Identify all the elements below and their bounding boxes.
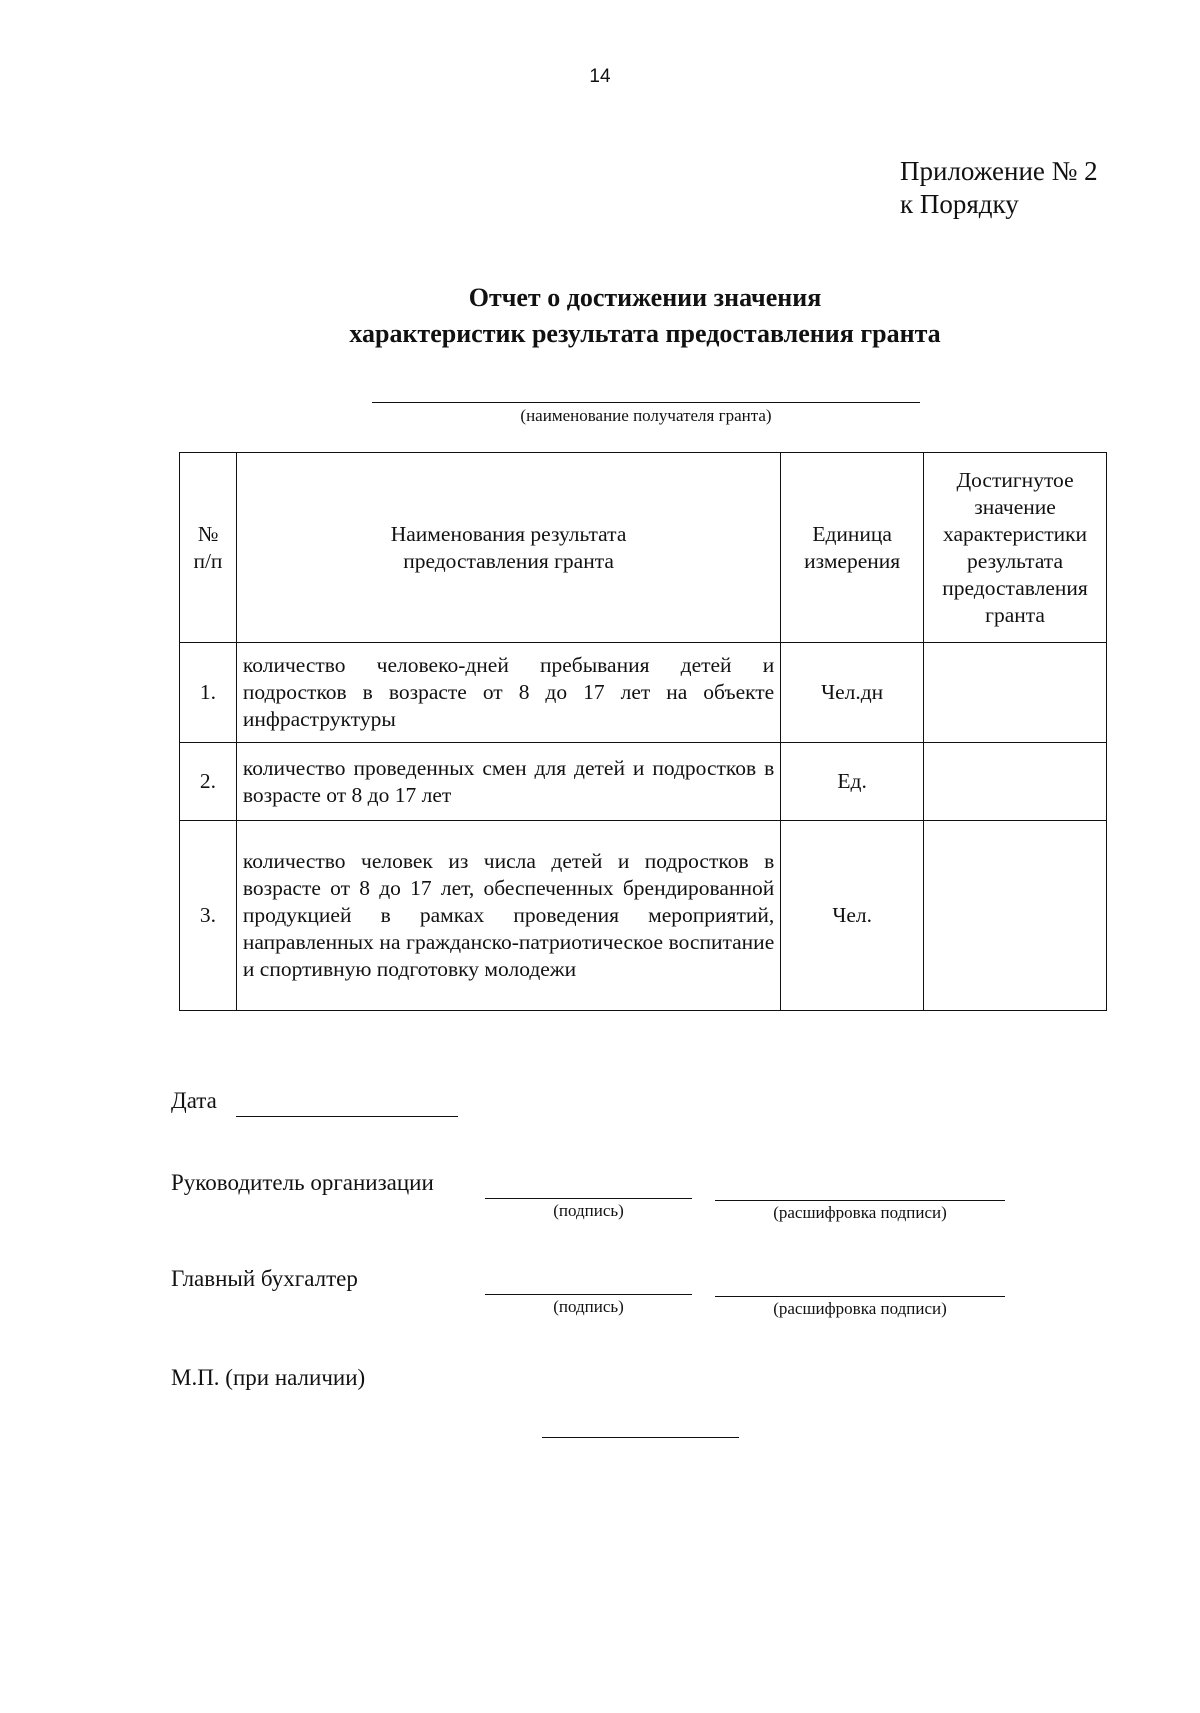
table-row <box>180 743 1107 821</box>
accountant-decoding-line[interactable] <box>715 1296 1005 1297</box>
appendix-line-2: к Порядку <box>900 189 1019 219</box>
row-unit: Чел.дн <box>781 643 924 743</box>
row-name: количество человек из числа детей и подростков в возрасте от 8 до 17 лет, обеспеченных брендированной продукцией в рамках проведения мероприятий, направленных на гражданско-патриотическое воспитание и спортивную подготовку молодежи <box>236 821 780 1011</box>
row-value[interactable] <box>924 821 1107 1011</box>
appendix-reference <box>900 155 1098 221</box>
document-title <box>0 280 1200 352</box>
row-value[interactable] <box>924 743 1107 821</box>
row-name: количество человеко-дней пребывания детей и подростков в возрасте от 8 до 17 лет на объекте инфраструктуры <box>236 643 780 743</box>
page-number: 14 <box>589 66 611 87</box>
title-line-2: характеристик результата предоставления гранта <box>349 319 941 348</box>
accountant-label: Главный бухгалтер <box>171 1266 358 1291</box>
recipient-name-line <box>372 402 920 403</box>
report-table <box>179 452 1107 1011</box>
table-row <box>180 643 1107 743</box>
row-unit: Ед. <box>781 743 924 821</box>
header-num: № п/п <box>180 453 237 643</box>
table-row <box>180 821 1107 1011</box>
head-decoding-line[interactable] <box>715 1200 1005 1201</box>
head-signature-caption: (подпись) <box>553 1201 624 1220</box>
table-header-row <box>180 453 1107 643</box>
title-line-1: Отчет о достижении значения <box>468 283 822 312</box>
row-num: 2. <box>180 743 237 821</box>
head-label: Руководитель организации <box>171 1170 434 1195</box>
date-line[interactable] <box>236 1116 458 1117</box>
stamp-line[interactable] <box>542 1437 739 1438</box>
appendix-line-1: Приложение № 2 <box>900 156 1098 186</box>
row-num: 1. <box>180 643 237 743</box>
header-unit: Единица измерения <box>781 453 924 643</box>
accountant-decoding-caption: (расшифровка подписи) <box>773 1299 947 1318</box>
row-unit: Чел. <box>781 821 924 1011</box>
head-signature-line[interactable] <box>485 1198 692 1199</box>
row-name: количество проведенных смен для детей и подростков в возрасте от 8 до 17 лет <box>236 743 780 821</box>
accountant-signature-line[interactable] <box>485 1294 692 1295</box>
stamp-label: М.П. (при наличии) <box>171 1365 366 1390</box>
row-value[interactable] <box>924 643 1107 743</box>
date-label: Дата <box>171 1088 217 1113</box>
header-value: Достигнутое значение характеристики результата предоставления гранта <box>924 453 1107 643</box>
header-name: Наименования результата предоставления гранта <box>236 453 780 643</box>
recipient-caption: (наименование получателя гранта) <box>520 406 772 425</box>
row-num: 3. <box>180 821 237 1011</box>
accountant-signature-caption: (подпись) <box>553 1297 624 1316</box>
head-decoding-caption: (расшифровка подписи) <box>773 1203 947 1222</box>
